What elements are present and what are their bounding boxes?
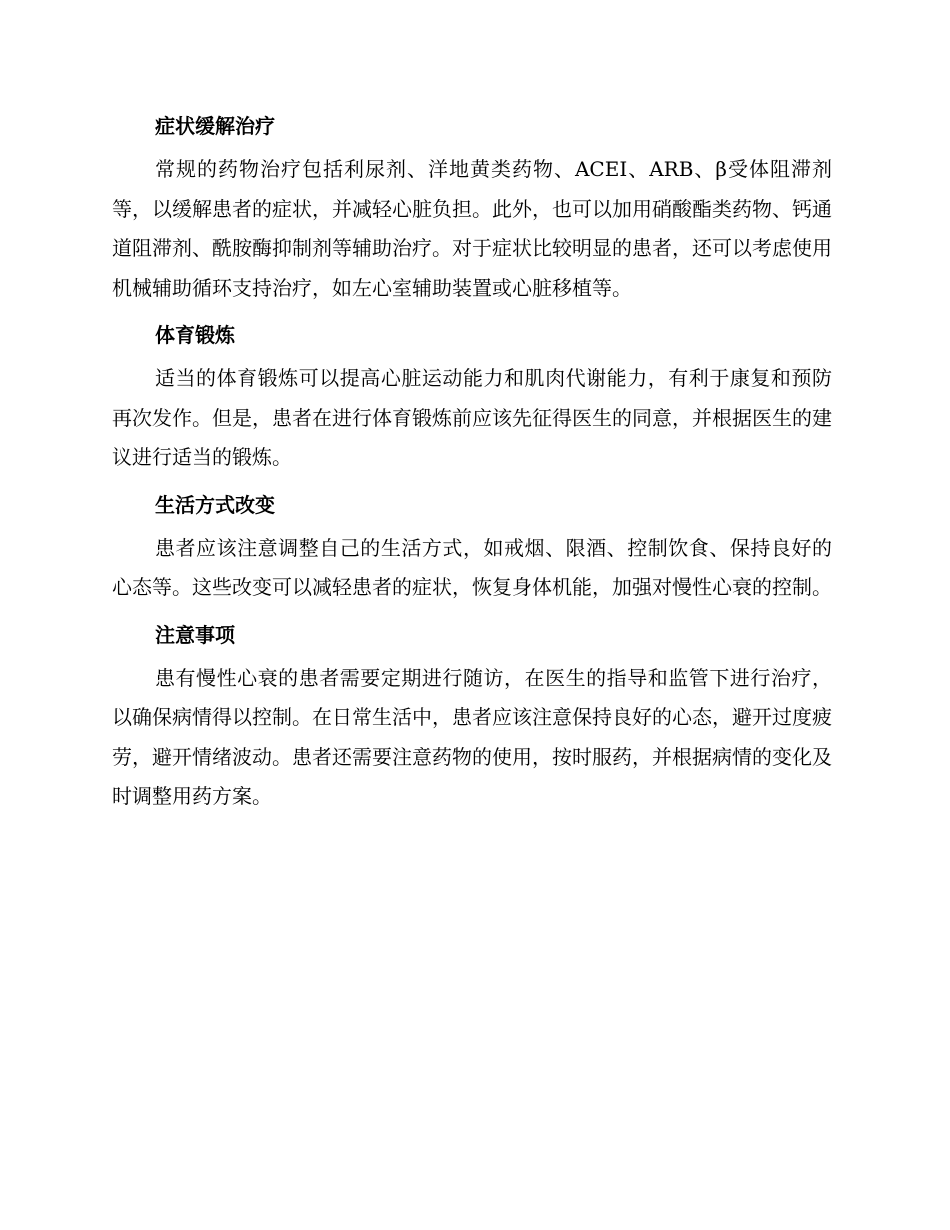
document-page — [112, 106, 832, 824]
section-body-symptom-relief: 常规的药物治疗包括利尿剂、洋地黄类药物、ACEI、ARB、β受体阻滞剂等，以缓解患者的症状，并减轻心脏负担。此外，也可以加用硝酸酯类药物、钙通道阻滞剂、酰胺酶抑制剂等辅助治疗。对于症状比较明显的患者，还可以考虑使用机械辅助循环支持治疗，如左心室辅助装置或心脏移植等。 — [112, 157, 832, 300]
section-heading-symptom-relief: 症状缓解治疗 — [155, 114, 275, 138]
section-heading-exercise: 体育锻炼 — [155, 323, 235, 347]
section-heading-precautions: 注意事项 — [155, 622, 235, 647]
section-body-exercise: 适当的体育锻炼可以提高心脏运动能力和肌肉代谢能力，有利于康复和预防再次发作。但是，患者在进行体育锻炼前应该先征得医生的同意，并根据医生的建议进行适当的锻炼。 — [112, 366, 832, 469]
section-body-precautions: 患有慢性心衰的患者需要定期进行随访，在医生的指导和监管下进行治疗，以确保病情得以控制。在日常生活中，患者应该注意保持良好的心态，避开过度疲劳，避开情绪波动。患者还需要注意药物的使用，按时服药，并根据病情的变化及时调整用药方案。 — [112, 665, 832, 808]
section-body-lifestyle: 患者应该注意调整自己的生活方式，如戒烟、限酒、控制饮食、保持良好的心态等。这些改变可以减轻患者的症状，恢复身体机能，加强对慢性心衰的控制。 — [112, 535, 832, 599]
section-heading-lifestyle: 生活方式改变 — [155, 492, 275, 517]
